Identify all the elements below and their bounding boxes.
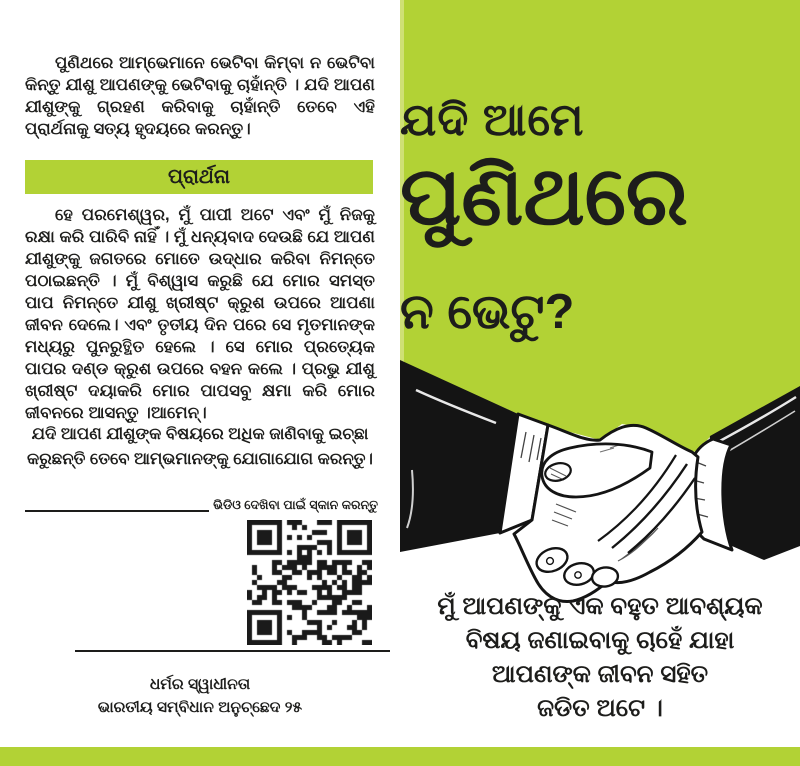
contact-paragraph: ଯଦି ଆପଣ ଯୀଶୁଙ୍କ ବିଷୟରେ ଅଧିକ ଜାଣିବାକୁ ଇଚ୍ଛା କରୁଛନ୍ତି ତେବେ ଆମ୍ଭମାନଙ୍କୁ ଯୋଗାଯୋଗ କରନ୍ତୁ। bbox=[27, 425, 373, 468]
cover-title-line2: ପୁଣିଥରେ bbox=[400, 151, 688, 242]
right-panel bbox=[400, 0, 800, 766]
scan-instruction-label: ଭିଡିଓ ଦେଖିବା ପାଇଁ ସ୍କାନ କରନ୍ତୁ bbox=[213, 498, 378, 512]
qr-code bbox=[246, 517, 373, 648]
footer-constitution-article: ଭାରତୀୟ ସମ୍ବିଧାନ ଅନୁଚ୍ଛେଦ ୨୫ bbox=[97, 699, 303, 716]
footer-religion-freedom: ଧର୍ମର ସ୍ୱାଧୀନତା bbox=[149, 676, 251, 693]
divider-rule bbox=[75, 650, 390, 652]
contact-write-row bbox=[25, 488, 378, 512]
prayer-paragraph: ହେ ପରମେଶ୍ୱର, ମୁଁ ପାପୀ ଅଟେ ଏବଂ ମୁଁ ନିଜକୁ ରକ୍ଷା କରି ପାରିବି ନାହିଁ । ମୁଁ ଧନ୍ୟବାଦ ଦେଉଛି ଯେ ଆପଣ ଯୀଶୁଙ୍କୁ ଜଗତରେ ମୋତେ ଉଦ୍ଧାର କରିବା ନିମନ୍ତେ ପଠାଇଛନ୍ତି । ମୁଁ ବିଶ୍ୱାସ କରୁଛି ଯେ ମୋର ସମସ୍ତ ପାପ ନିମନ୍ତେ ଯୀଶୁ ଖ୍ରୀଷ୍ଟ କ୍ରୁଶ ଉପରେ ଆପଣା ଜୀବନ ଦେଲେ। ଏବଂ ତୃତୀୟ ଦିନ ପରେ ସେ ମୃତମାନଙ୍କ ମଧ୍ୟରୁ ପୁନରୁତ୍ଥିତ ହେଲେ । ସେ ମୋର ପ୍ରତ୍ୟେକ ପାପର ଦଣ୍ଡ କ୍ରୁଶ ଉପରେ ବହନ କଲେ । ପ୍ରଭୁ ଯୀଶୁ ଖ୍ରୀଷ୍ଟ ଦୟାକରି ମୋର ପାପସବୁ କ୍ଷମା କରି ମୋର ଜୀବନରେ ଆସନ୍ତୁ ।ଆମେନ୍। bbox=[25, 206, 376, 422]
cover-message-line4: ଜଡିତ ଅଟେ । bbox=[537, 695, 663, 722]
prayer-heading-bar bbox=[25, 160, 373, 194]
cover-message bbox=[400, 590, 800, 726]
cover-title-line3: ନ ଭେଟୁ? bbox=[400, 285, 575, 339]
prayer-heading: ପ୍ରାର୍ଥନା bbox=[168, 165, 230, 188]
cover-message-line2: ବିଷୟ ଜଣାଇବାକୁ ଚାହେଁ ଯାହା bbox=[465, 627, 735, 654]
bottom-green-strip bbox=[0, 747, 800, 766]
cover-title-line1: ଯଦି ଆମେ bbox=[400, 94, 585, 145]
intro-paragraph: ପୁଣିଥରେ ଆମ୍ଭେମାନେ ଭେଟିବା କିମ୍ବା ନ ଭେଟିବା କିନ୍ତୁ ଯୀଶୁ ଆପଣଙ୍କୁ ଭେଟିବାକୁ ଚାହାଁନ୍ତି । ଯଦି ଆପଣ ଯୀଶୁଙ୍କୁ ଗ୍ରହଣ କରିବାକୁ ଚାହାଁନ୍ତି ତେବେ ଏହି ପ୍ରାର୍ଥନାକୁ ସତ୍ୟ ହୃଦୟରେ କରନ୍ତୁ। bbox=[25, 54, 375, 138]
cover-message-line3: ଆପଣଙ୍କ ଜୀବନ ସହିତ bbox=[491, 661, 709, 688]
footer-note bbox=[0, 673, 400, 719]
contact-write-line bbox=[25, 509, 209, 512]
cover-message-line1: ମୁଁ ଆପଣଙ୍କୁ ଏକ ବହୁତ ଆବଶ୍ୟକ bbox=[437, 593, 763, 620]
qr-code-pattern bbox=[247, 520, 372, 645]
